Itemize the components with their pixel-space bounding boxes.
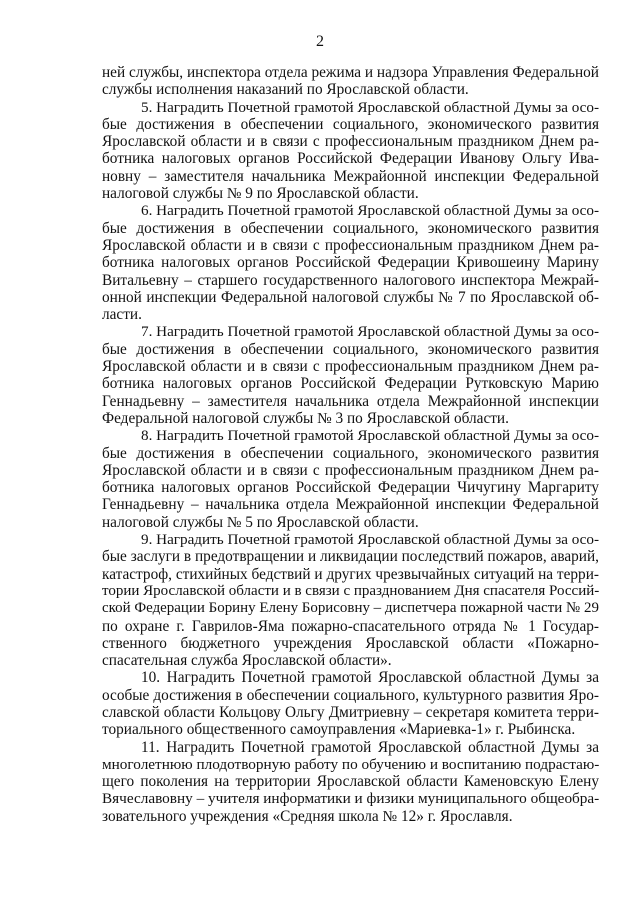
text-line: новну – заместителя начальника Межрайонной инспекции Федеральной (102, 167, 599, 185)
text-line: бые достижения в обеспечении социального, экономического развития (102, 340, 599, 358)
text-line: бые достижения в обеспечении социального, экономического развития (102, 115, 599, 133)
text-line: особые достижения в обеспечении социального, культурного развития Яро- (102, 686, 599, 704)
paragraph-item-8 (102, 427, 599, 531)
text-line: Геннадьевну – начальника отдела Межрайонной инспекции Федеральной (102, 496, 599, 514)
text-line: катастроф, стихийных бедствий и других чрезвычайных ситуаций на терри- (102, 565, 599, 583)
paragraph-item-5 (102, 99, 599, 203)
paragraph-item-10 (102, 669, 599, 738)
text-line: Федеральной налоговой службы № 3 по Ярославской области. (102, 409, 509, 427)
text-line: Ярославской области и в связи с профессиональным праздником Днем ра- (102, 358, 599, 376)
text-line: ней службы, инспектора отдела режима и надзора Управления Федеральной (102, 64, 599, 81)
text-line: ласти. (102, 306, 142, 324)
text-line: бые достижения в обеспечении социального, экономического развития (102, 444, 599, 462)
text-line: налоговой службы № 5 по Ярославской области. (102, 513, 419, 531)
text-line: 11. Наградить Почетной грамотой Ярославской областной Думы за (141, 738, 599, 756)
text-line: 9. Наградить Почетной грамотой Ярославской областной Думы за осо- (141, 531, 599, 549)
text-line: Ярославской области и в связи с профессиональным праздником Днем ра- (102, 461, 599, 479)
text-line: 6. Наградить Почетной грамотой Ярославской областной Думы за осо- (141, 202, 599, 220)
text-line: налоговой службы № 9 по Ярославской области. (102, 185, 419, 203)
page-number: 2 (316, 33, 324, 50)
text-line: многолетнюю плодотворную работу по обучению и воспитанию подрастаю- (102, 755, 600, 773)
text-line: Ярославской области и в связи с профессиональным праздником Днем ра- (102, 236, 599, 254)
text-line: ториального общественного самоуправления «Мариевка-1» г. Рыбинска. (102, 721, 576, 739)
text-line: Вячеславовну – учителя информатики и физики муниципального общеобра- (102, 790, 600, 808)
paragraph-item-7 (102, 323, 599, 427)
text-line: 10. Наградить Почетной грамотой Ярославской областной Думы за (141, 669, 599, 687)
text-line: службы исполнения наказаний по Ярославской области. (102, 81, 469, 99)
text-line: ботника налоговых органов Российской Федерации Кривошеину Марину (102, 254, 599, 272)
text-line: 8. Наградить Почетной грамотой Ярославской областной Думы за осо- (141, 427, 599, 445)
text-line: ской Федерации Борину Елену Борисовну – диспетчера пожарной части № 29 (102, 600, 599, 617)
paragraph-item-6 (102, 202, 599, 323)
paragraph-item-9 (102, 531, 599, 669)
text-line: бые достижения в обеспечении социального, экономического развития (102, 219, 599, 237)
text-line: 5. Наградить Почетной грамотой Ярославской областной Думы за осо- (141, 98, 599, 116)
text-line: Геннадьевну – заместителя начальника отдела Межрайонной инспекции (102, 392, 599, 410)
text-line: бые заслуги в предотвращении и ликвидации последствий пожаров, аварий, (102, 548, 599, 566)
text-line: Ярославской области и в связи с профессиональным праздником Днем ра- (102, 133, 599, 151)
text-line: ственного бюджетного учреждения Ярославской области «Пожарно- (102, 634, 599, 652)
text-line: ботника налоговых органов Российской Федерации Чичугину Маргариту (102, 479, 599, 497)
document-body (102, 64, 599, 825)
text-line: зовательного учреждения «Средняя школа № 12» г. Ярославля. (102, 807, 513, 825)
text-line: спасательная служба Ярославской области». (102, 652, 392, 670)
text-line: славской области Кольцову Ольгу Дмитриевну – секретаря комитета терри- (102, 703, 599, 721)
text-line: 7. Наградить Почетной грамотой Ярославской областной Думы за осо- (141, 323, 599, 341)
paragraph-item-11 (102, 739, 599, 825)
paragraph-continuation (102, 64, 599, 99)
text-line: щего поколения на территории Ярославской области Каменовскую Елену (102, 773, 599, 791)
text-line: тории Ярославской области и в связи с празднованием Дня спасателя Россий- (102, 582, 600, 599)
text-line: ботника налоговых органов Российской Федерации Рутковскую Марию (102, 375, 599, 393)
text-line: Витальевну – старшего государственного налогового инспектора Межрай- (102, 271, 599, 289)
text-line: онной инспекции Федеральной налоговой службы № 7 по Ярославской об- (102, 288, 599, 306)
text-line: по охране г. Гаврилов-Яма пожарно-спасательного отряда № 1 Государ- (102, 617, 599, 635)
text-line: ботника налоговых органов Российской Федерации Иванову Ольгу Ива- (102, 150, 599, 168)
